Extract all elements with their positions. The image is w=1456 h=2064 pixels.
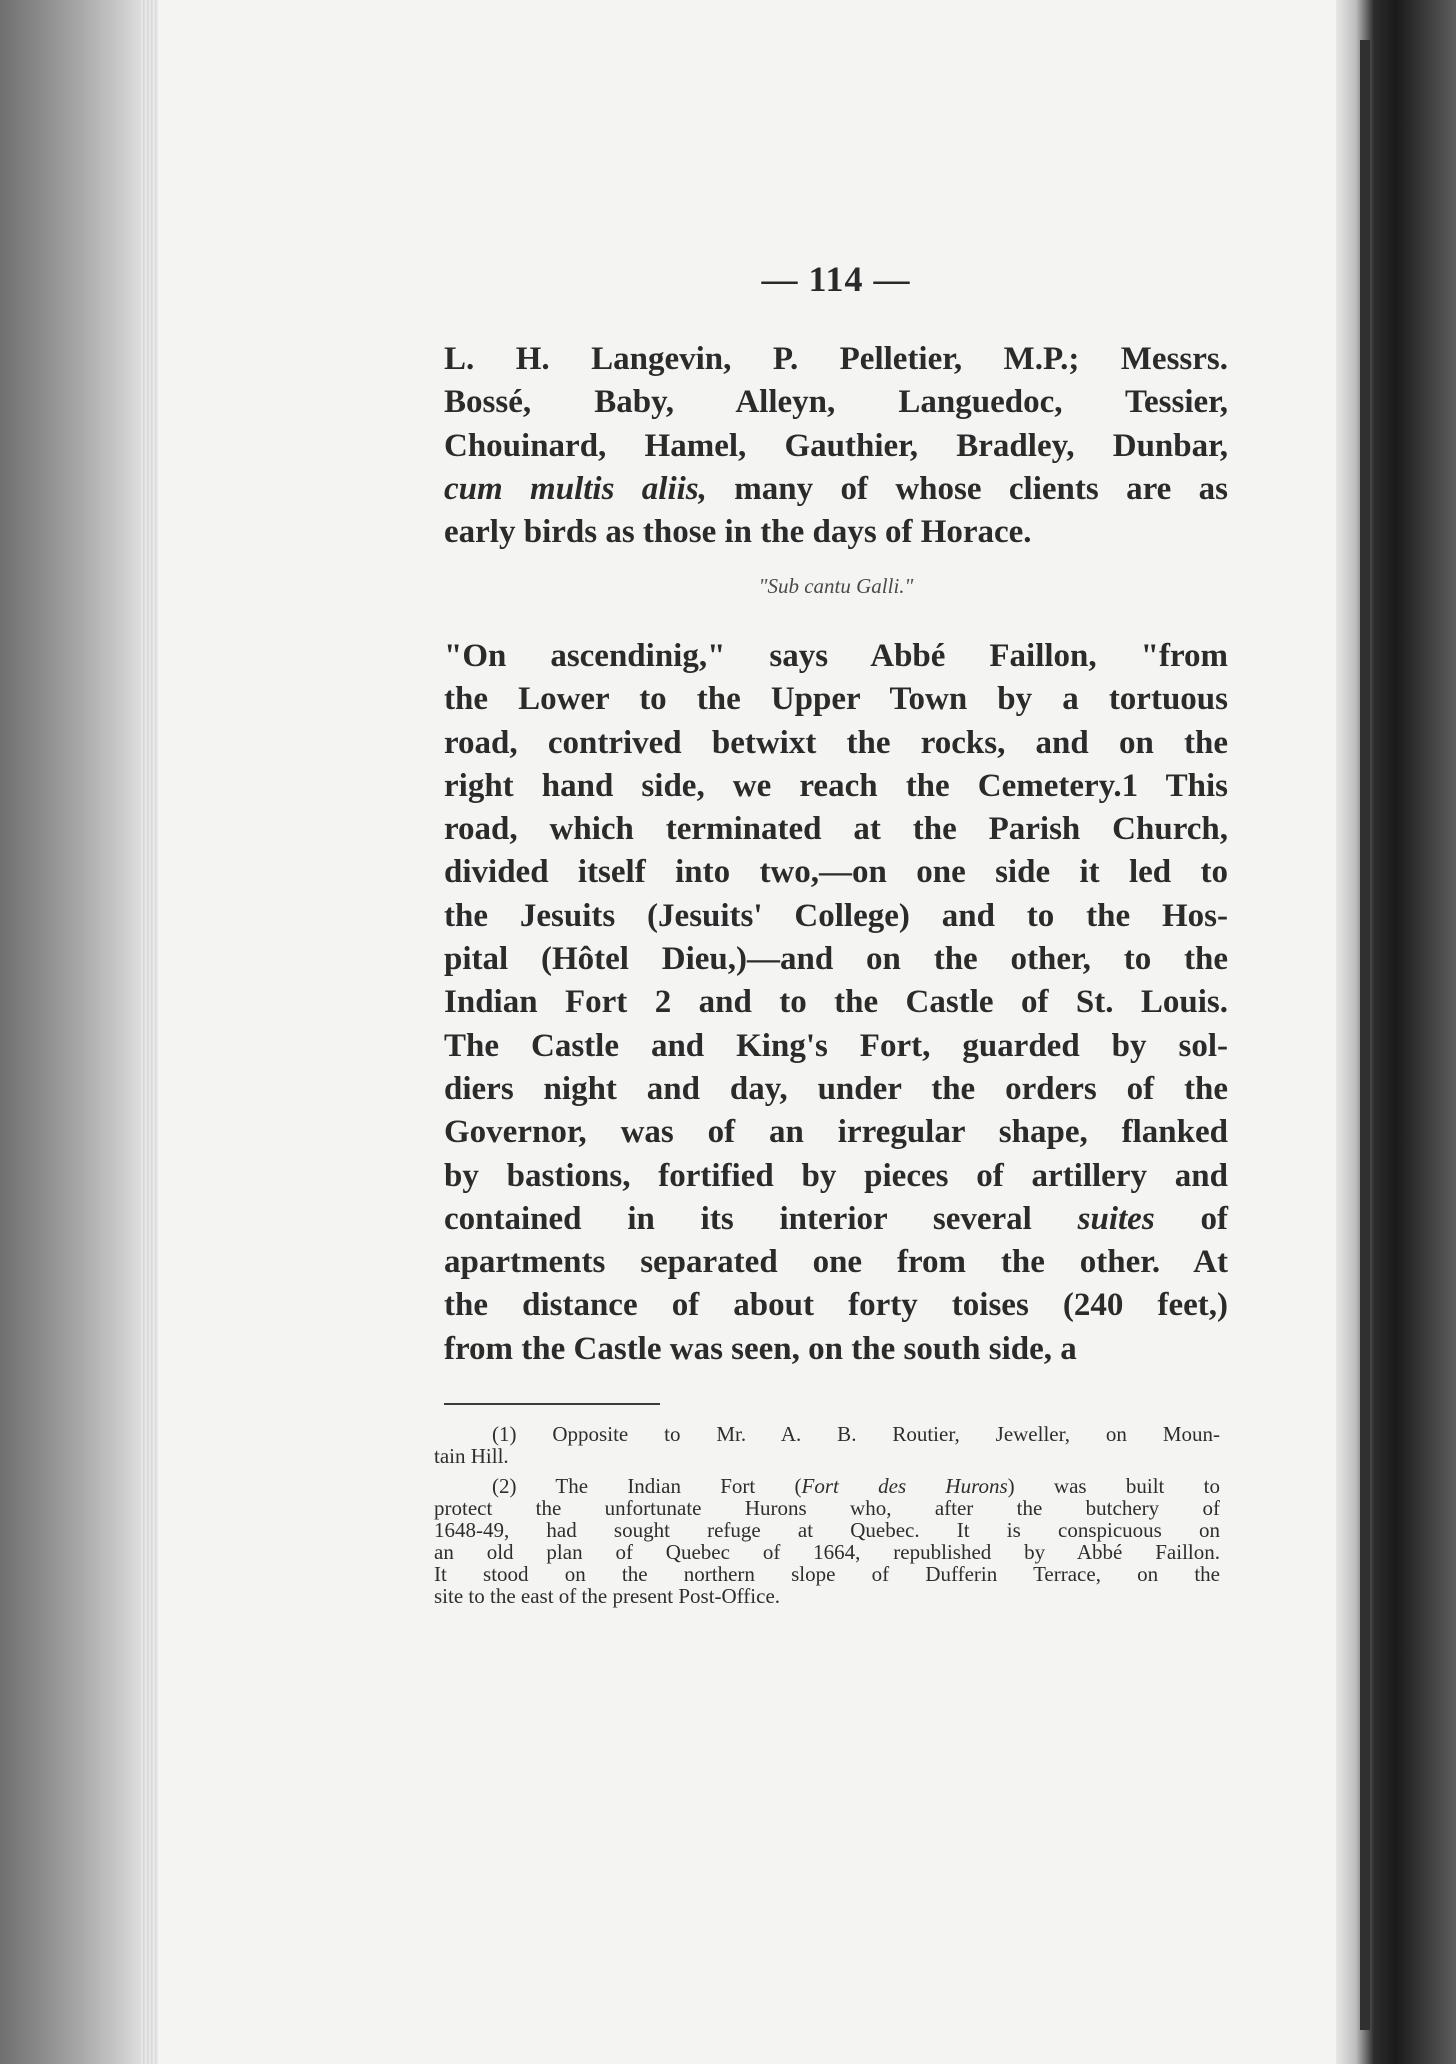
text-fragment: many of whose clients are as (706, 470, 1228, 507)
footnote-rule (444, 1403, 660, 1405)
text-line: L. H. Langevin, P. Pelletier, M.P.; Messrs. (444, 341, 1228, 377)
text-line-with-italic (444, 468, 1228, 511)
text-line: by bastions, fortified by pieces of artillery and (444, 1157, 1228, 1194)
paragraph-2 (444, 635, 1228, 1371)
text-line: early birds as those in the days of Horace. (444, 514, 1032, 551)
text-line: the distance of about forty toises (240 feet,) (444, 1287, 1228, 1324)
italic-phrase: cum multis aliis, (444, 470, 707, 507)
page-number: — 114 — (761, 259, 911, 299)
text-line: Chouinard, Hamel, Gauthier, Bradley, Dunbar, (444, 427, 1228, 464)
footnote-line: site to the east of the present Post-Office. (434, 1584, 781, 1608)
text-line: apartments separated one from the other. At (444, 1244, 1228, 1281)
footnote-line: tain Hill. (434, 1444, 509, 1468)
italic-phrase: Fort des Hurons (801, 1474, 1008, 1498)
text-line: right hand side, we reach the Cemetery.1 This (444, 767, 1228, 804)
text-line: diers night and day, under the orders of the (444, 1070, 1228, 1107)
text-line: from the Castle was seen, on the south side, a (444, 1330, 1077, 1367)
paragraph-1 (444, 338, 1228, 554)
footnote-line: (1) Opposite to Mr. A. B. Routier, Jeweller, on Moun- (492, 1422, 1220, 1446)
footnote-line: (2) The Indian Fort (Fort des Hurons) was built to (492, 1474, 1220, 1498)
text-line: Indian Fort 2 and to the Castle of St. Louis. (444, 984, 1228, 1021)
adjacent-page-edge (1360, 40, 1370, 2030)
footnote-1 (434, 1423, 1220, 1467)
footnote-2 (434, 1475, 1220, 1607)
text-line: The Castle and King's Fort, guarded by sol- (444, 1027, 1228, 1064)
text-line: the Jesuits (Jesuits' College) and to the Hos- (444, 897, 1228, 934)
footnote-line: an old plan of Quebec of 1664, republished by Abbé Faillon. (434, 1540, 1220, 1564)
footnote-line: It stood on the northern slope of Dufferin Terrace, on the (434, 1562, 1220, 1586)
footnote-line: protect the unfortunate Hurons who, after the butchery of (434, 1496, 1220, 1520)
text-line: the Lower to the Upper Town by a tortuous (444, 681, 1228, 718)
motto: "Sub cantu Galli." (758, 574, 914, 598)
text-line: road, contrived betwixt the rocks, and on the (444, 724, 1228, 761)
text-line: road, which terminated at the Parish Church, (444, 811, 1228, 848)
book-binding-left (0, 0, 160, 2064)
text-line: divided itself into two,—on one side it led to (444, 854, 1228, 891)
footnotes (434, 1423, 1220, 1615)
text-line: Bossé, Baby, Alleyn, Languedoc, Tessier, (444, 384, 1228, 421)
text-line: contained in its interior several suites of (444, 1200, 1228, 1237)
footnote-line: 1648-49, had sought refuge at Quebec. It is conspicuous on (434, 1518, 1220, 1542)
italic-word: suites (1077, 1200, 1155, 1237)
right-page-shadow (1336, 0, 1456, 2064)
text-line: Governor, was of an irregular shape, flanked (444, 1114, 1228, 1151)
page-stack-edge (140, 0, 158, 2064)
text-line: pital (Hôtel Dieu,)—and on the other, to the (444, 941, 1228, 978)
text-line: "On ascendinig," says Abbé Faillon, "from (444, 638, 1228, 674)
